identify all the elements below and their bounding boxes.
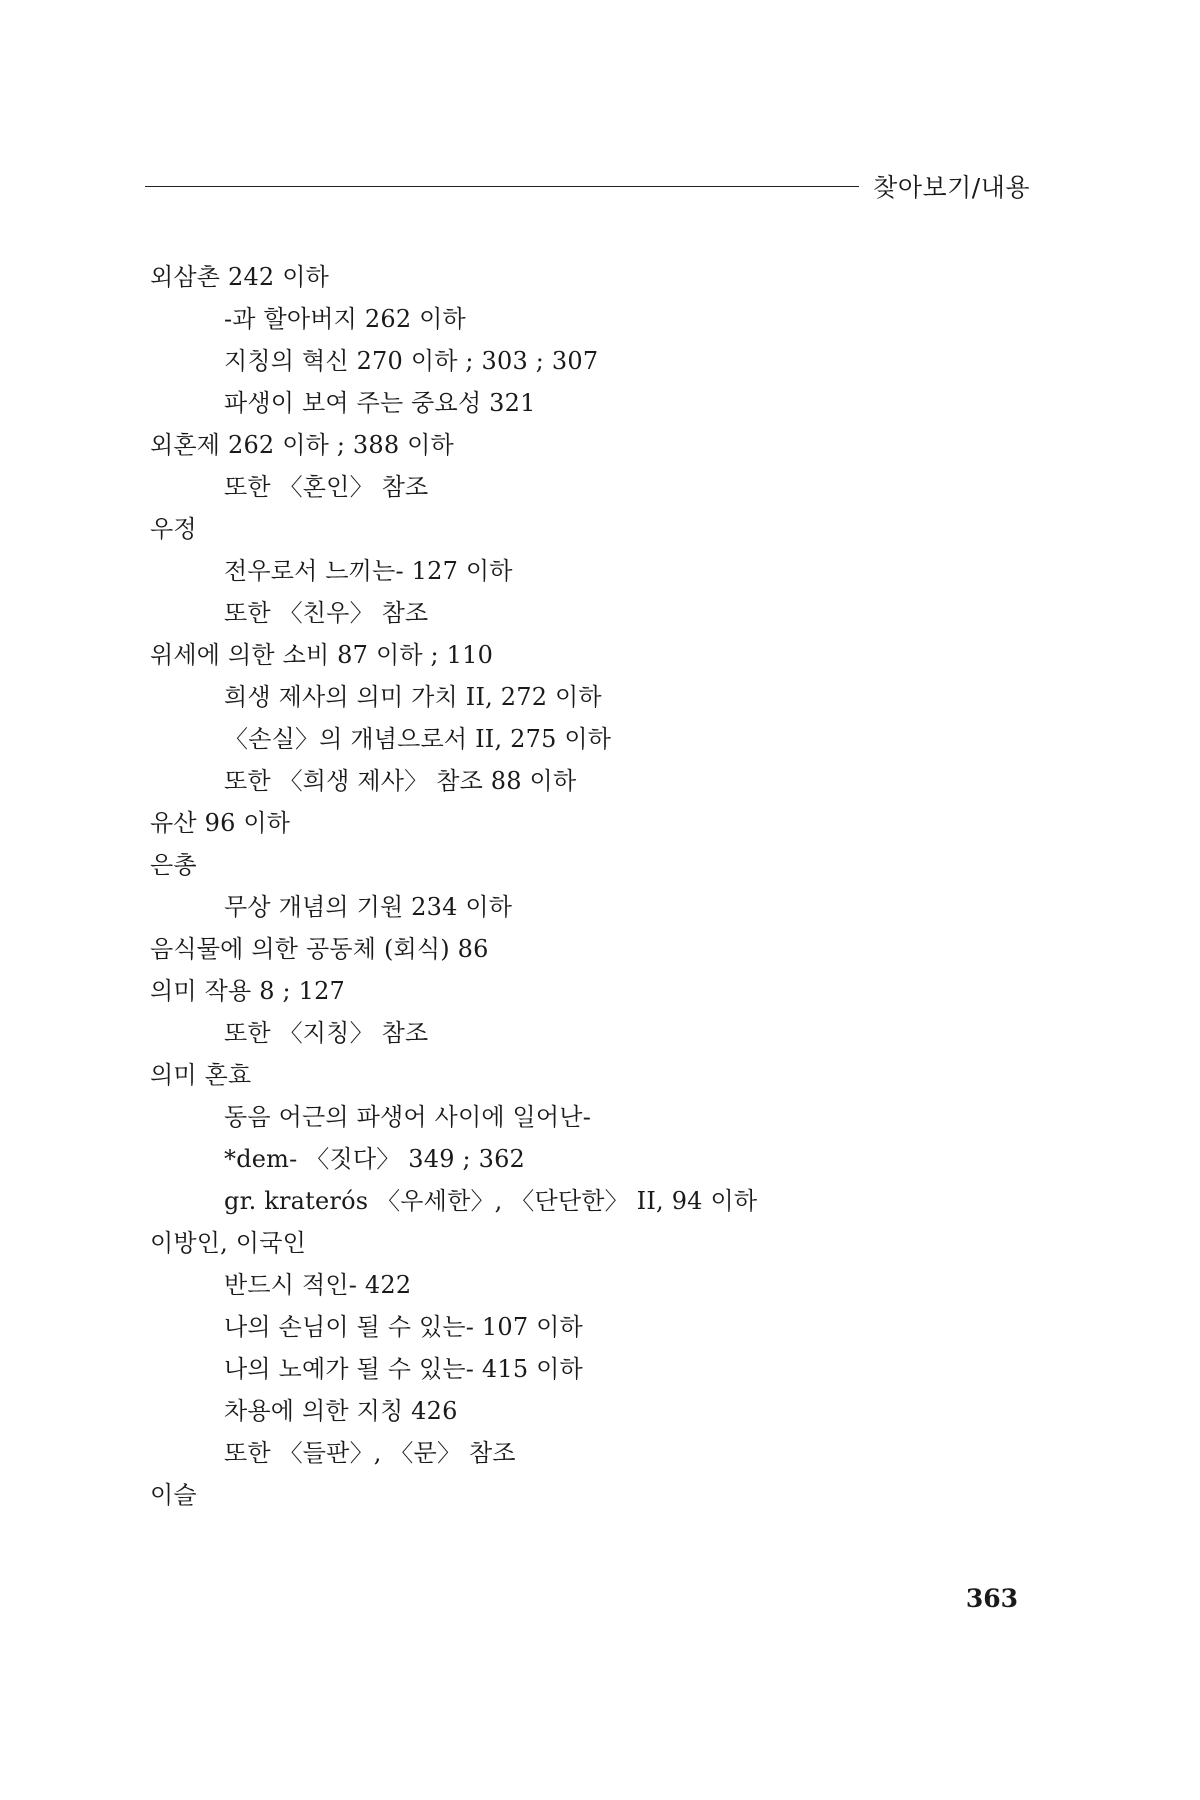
index-entry: 전우로서 느끼는- 127 이하 <box>224 557 513 585</box>
index-entry: *dem- 〈짓다〉 349 ; 362 <box>224 1145 526 1173</box>
running-head <box>145 168 1030 204</box>
index-entry: 이슬 <box>150 1481 197 1509</box>
index-entry: 파생이 보여 주는 중요성 321 <box>224 389 536 417</box>
index-entry: 또한 〈희생 제사〉 참조 88 이하 <box>224 767 577 795</box>
index-entry: 희생 제사의 의미 가치 II, 272 이하 <box>224 683 602 711</box>
page-number: 363 <box>965 1584 1018 1613</box>
index-entry: 또한 〈지칭〉 참조 <box>224 1019 429 1047</box>
index-entry: gr. kraterós 〈우세한〉, 〈단단한〉 II, 94 이하 <box>224 1187 758 1215</box>
index-entry: 위세에 의한 소비 87 이하 ; 110 <box>150 641 494 669</box>
index-entry: 나의 노예가 될 수 있는- 415 이하 <box>224 1355 583 1383</box>
index-entry: 은총 <box>150 851 197 879</box>
index-entry: 반드시 적인- 422 <box>224 1271 412 1299</box>
index-entry: 우정 <box>150 515 197 543</box>
index-entry: 의미 작용 8 ; 127 <box>150 977 346 1005</box>
index-entry: 나의 손님이 될 수 있는- 107 이하 <box>224 1313 583 1341</box>
index-entry: 또한 〈들판〉, 〈문〉 참조 <box>224 1439 516 1467</box>
index-entry: 또한 〈혼인〉 참조 <box>224 473 429 501</box>
running-title: 찾아보기/내용 <box>873 173 1030 202</box>
index-entry: 의미 혼효 <box>150 1061 252 1089</box>
index-entry: 외삼촌 242 이하 <box>150 263 329 291</box>
index-entry: 〈손실〉의 개념으로서 II, 275 이하 <box>224 725 612 753</box>
index-entry: 또한 〈친우〉 참조 <box>224 599 429 627</box>
index-entry: 무상 개념의 기원 234 이하 <box>224 893 513 921</box>
index-entry: 외혼제 262 이하 ; 388 이하 <box>150 431 454 459</box>
index-entry: 차용에 의한 지칭 426 <box>224 1397 458 1425</box>
index-entry: 유산 96 이하 <box>150 809 291 837</box>
index-list <box>150 256 1030 1516</box>
index-entry: 지칭의 혁신 270 이하 ; 303 ; 307 <box>224 347 599 375</box>
header-rule <box>145 186 859 187</box>
index-entry: 음식물에 의한 공동체 (회식) 86 <box>150 935 489 963</box>
index-entry: 이방인, 이국인 <box>150 1229 306 1257</box>
index-entry: 동음 어근의 파생어 사이에 일어난- <box>224 1103 591 1131</box>
index-entry: -과 할아버지 262 이하 <box>224 305 466 333</box>
